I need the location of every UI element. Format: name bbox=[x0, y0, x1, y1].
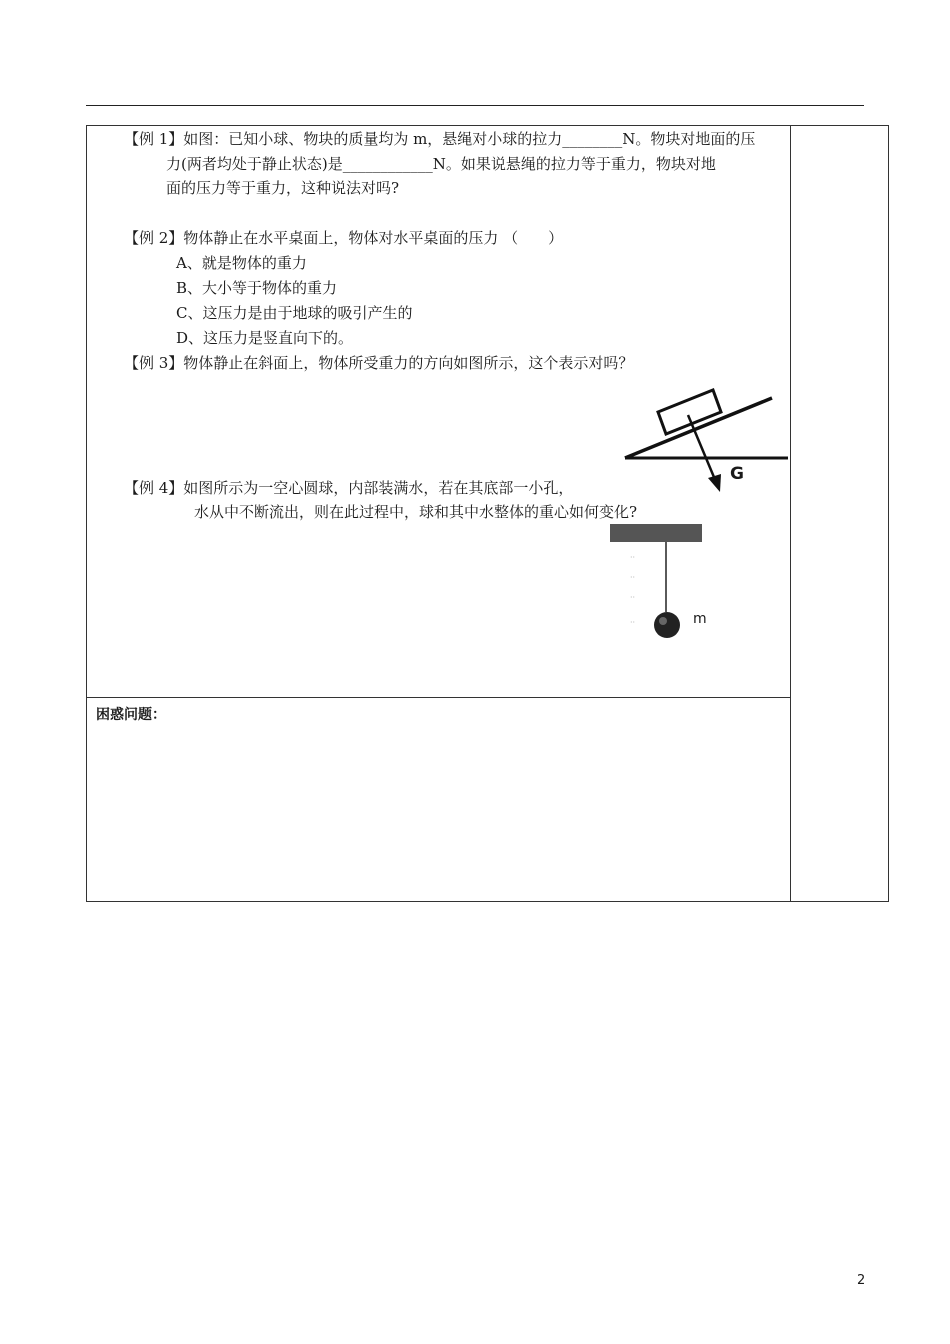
svg-text:··: ·· bbox=[630, 593, 636, 602]
header-rule bbox=[86, 105, 864, 106]
hanging-ball-diagram bbox=[605, 520, 705, 645]
example-2-option-a: A、就是物体的重力 bbox=[176, 254, 307, 272]
example-2-option-b: B、大小等于物体的重力 bbox=[176, 279, 338, 297]
force-label-g: G bbox=[730, 464, 744, 484]
side-column-divider bbox=[790, 125, 791, 902]
questions-label: 困惑问题： bbox=[96, 707, 166, 723]
svg-text:··: ·· bbox=[630, 553, 636, 562]
page-number: 2 bbox=[857, 1273, 866, 1288]
example-4-line-2: 水从中不断流出，则在此过程中，球和其中水整体的重心如何变化? bbox=[194, 503, 638, 521]
example-4-line-1: 【例 4】如图所示为一空心圆球，内部装满水，若在其底部一小孔， bbox=[124, 479, 574, 497]
row-divider bbox=[86, 697, 790, 698]
example-1-line-3: 面的压力等于重力，这种说法对吗? bbox=[166, 179, 400, 197]
svg-text:··: ·· bbox=[630, 573, 636, 582]
incline-diagram bbox=[620, 390, 795, 500]
example-1-line-2: 力(两者均处于静止状态)是____________N。如果说悬绳的拉力等于重力，物块对地 bbox=[166, 155, 716, 173]
svg-text:··: ·· bbox=[630, 618, 636, 627]
example-1-line-1: 【例 1】如图：已知小球、物块的质量均为 m，悬绳对小球的拉力________N。物块对地面的压 bbox=[124, 130, 756, 148]
example-2-option-c: C、这压力是由于地球的吸引产生的 bbox=[176, 304, 413, 322]
example-2-stem: 【例 2】物体静止在水平桌面上，物体对水平桌面的压力 （ ） bbox=[124, 229, 564, 247]
mass-label-m: m bbox=[693, 611, 707, 627]
example-3-stem: 【例 3】物体静止在斜面上，物体所受重力的方向如图所示，这个表示对吗？ bbox=[124, 354, 634, 372]
example-2-option-d: D、这压力是竖直向下的。 bbox=[176, 329, 354, 347]
